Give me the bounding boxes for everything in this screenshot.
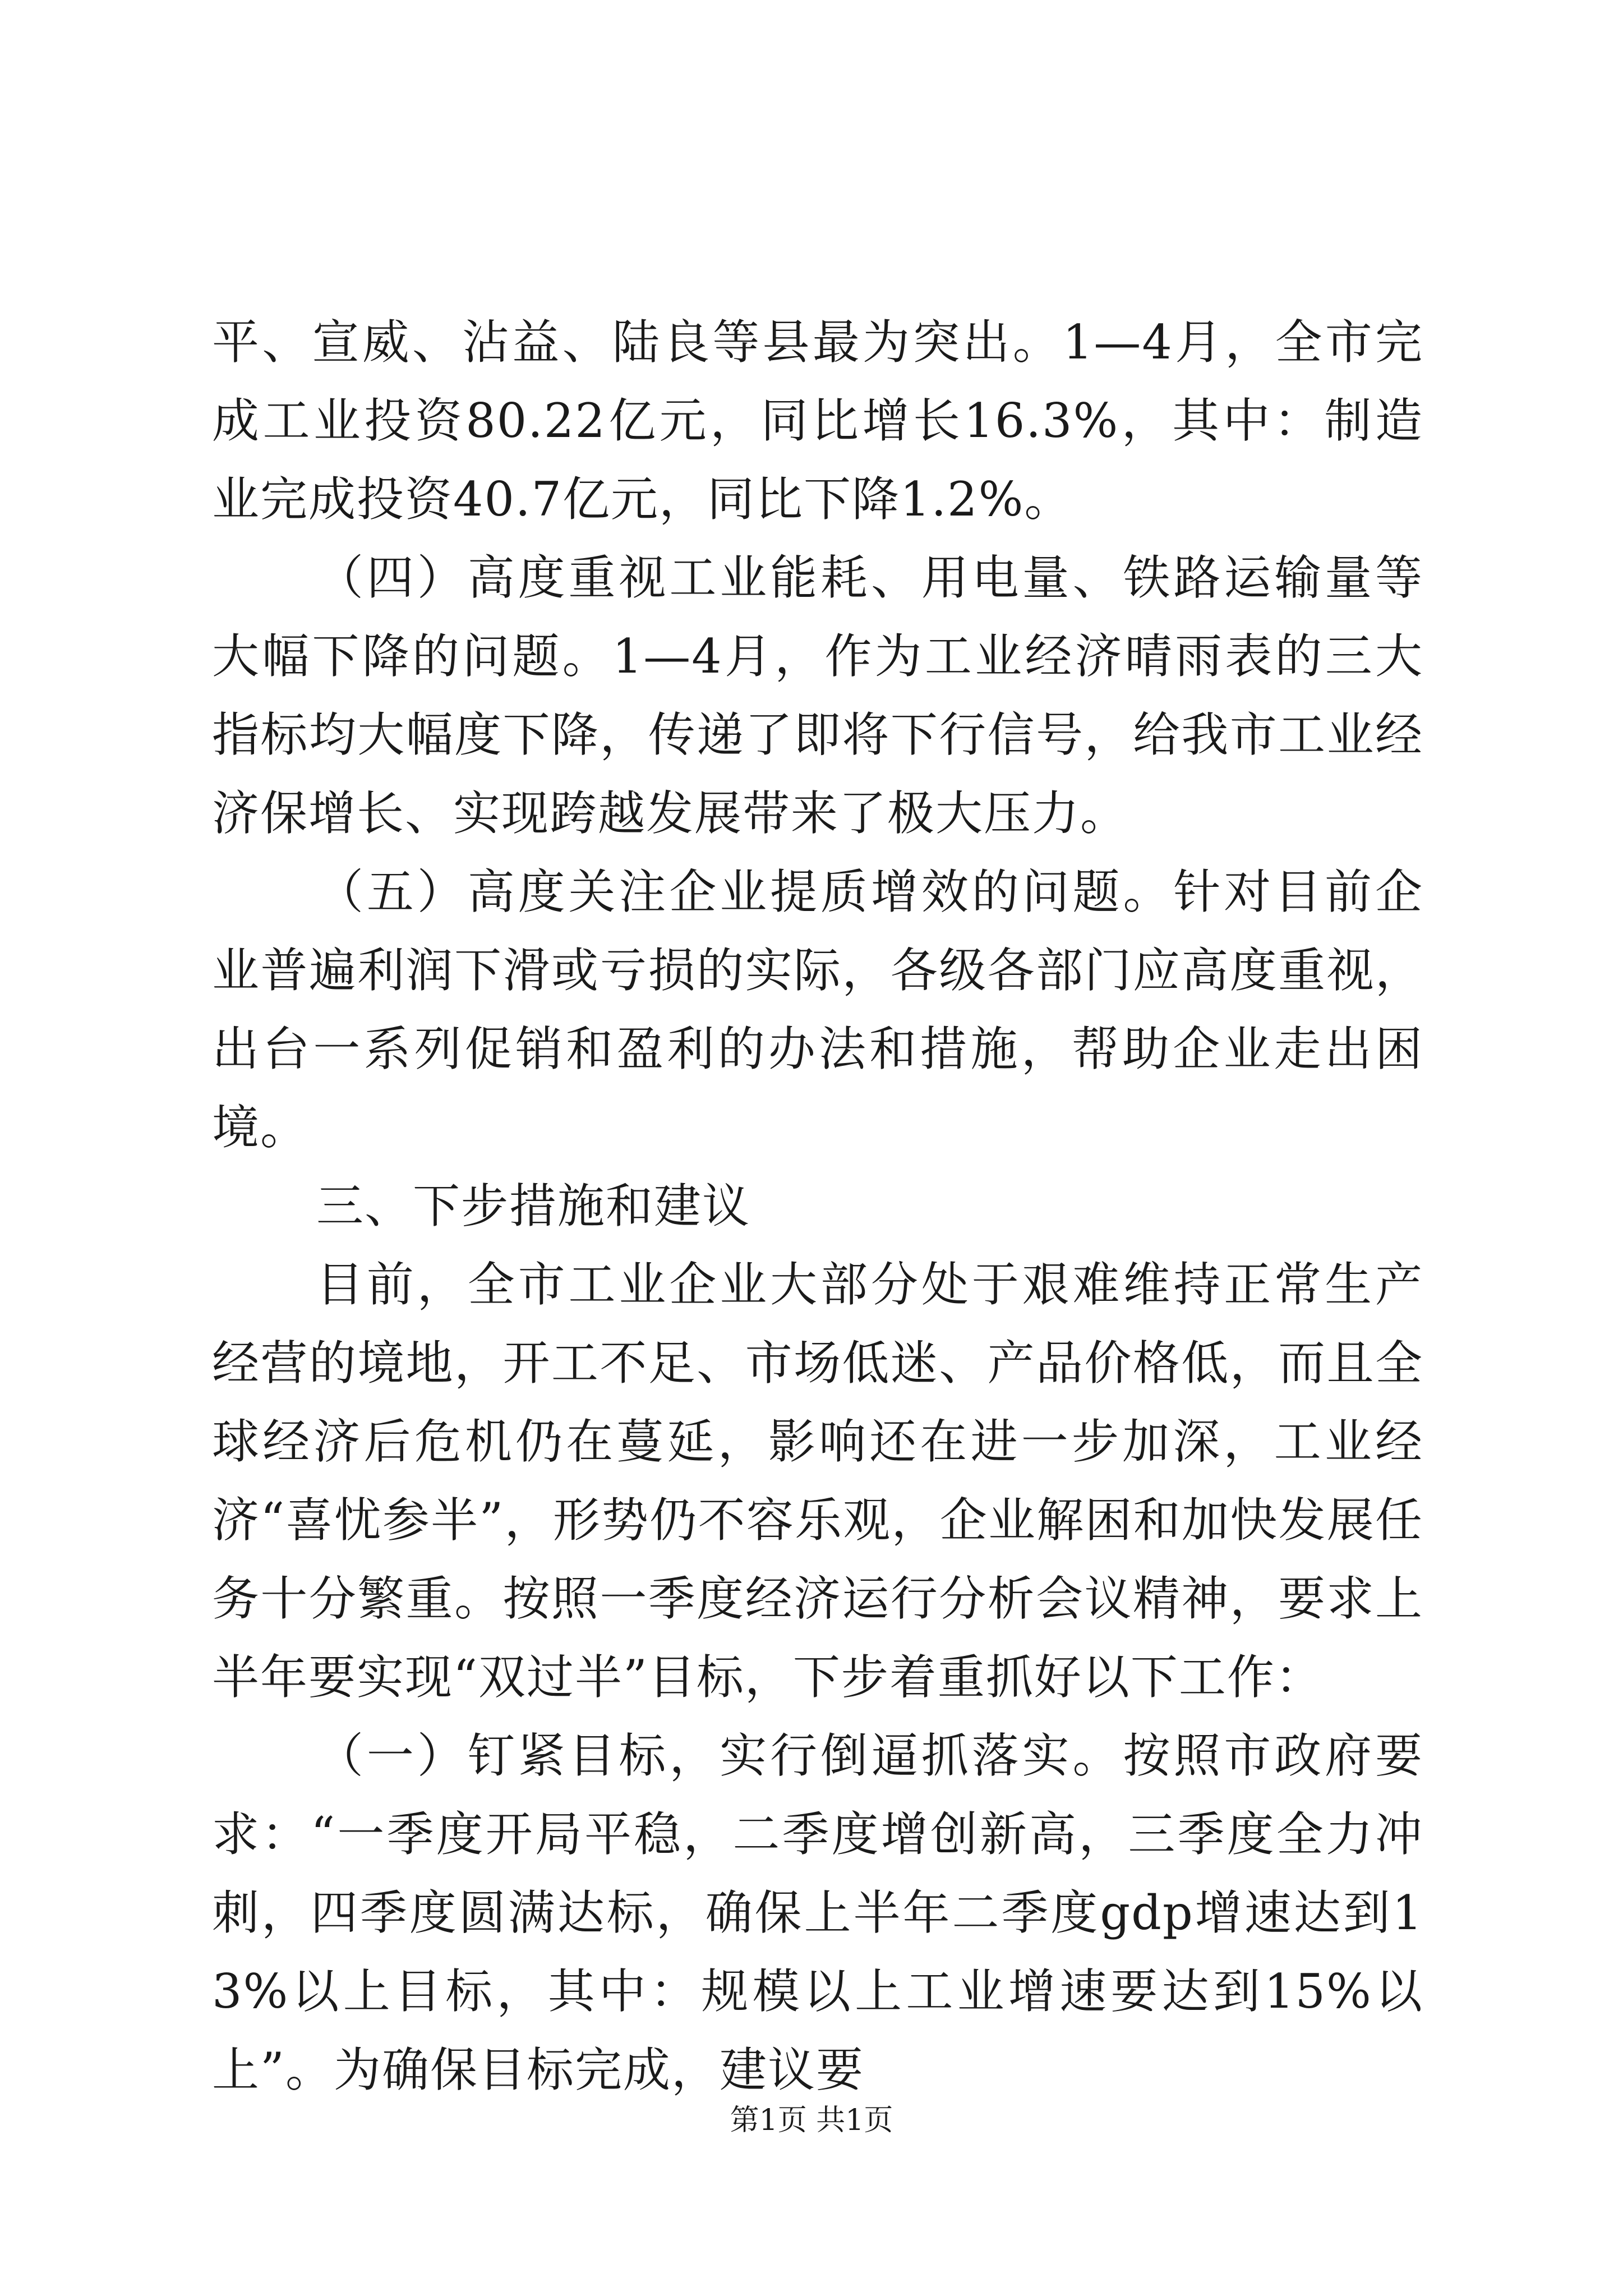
paragraph-target-measure: （一）钉紧目标，实行倒逼抓落实。按照市政府要求：“一季度开局平稳，二季度增创新高，三季度全力冲刺，四季度圆满达标，确保上半年二季度gdp增速达到13%以上目标，其中：规模以上工业增速要达到15%以上”。为确保目标完成，建议要 (212, 1728, 1423, 2097)
document-body (212, 303, 1423, 2109)
section-heading-measures: 三、下步措施和建议 (316, 1179, 751, 1234)
page-number-footer: 第1页 共1页 (730, 2104, 893, 2137)
paragraph-investment: 平、宣威、沾益、陆良等县最为突出。1—4月，全市完成工业投资80.22亿元，同比增长16.3%，其中：制造业完成投资40.7亿元，同比下降1.2%。 (212, 315, 1423, 527)
paragraph-energy-decline: （四）高度重视工业能耗、用电量、铁路运输量等大幅下降的问题。1—4月，作为工业经济晴雨表的三大指标均大幅度下降，传递了即将下行信号，给我市工业经济保增长、实现跨越发展带来了极大压力。 (212, 550, 1423, 841)
paragraph-current-situation: 目前，全市工业企业大部分处于艰难维持正常生产经营的境地，开工不足、市场低迷、产品价格低，而且全球经济后危机仍在蔓延，影响还在进一步加深，工业经济“喜忧参半”，形势仍不容乐观，企业解困和加快发展任务十分繁重。按照一季度经济运行分析会议精神，要求上半年要实现“双过半”目标，下步着重抓好以下工作： (212, 1257, 1423, 1705)
paragraph-efficiency: （五）高度关注企业提质增效的问题。针对目前企业普遍利润下滑或亏损的实际，各级各部门应高度重视，出台一系列促销和盈利的办法和措施，帮助企业走出困境。 (212, 864, 1423, 1155)
